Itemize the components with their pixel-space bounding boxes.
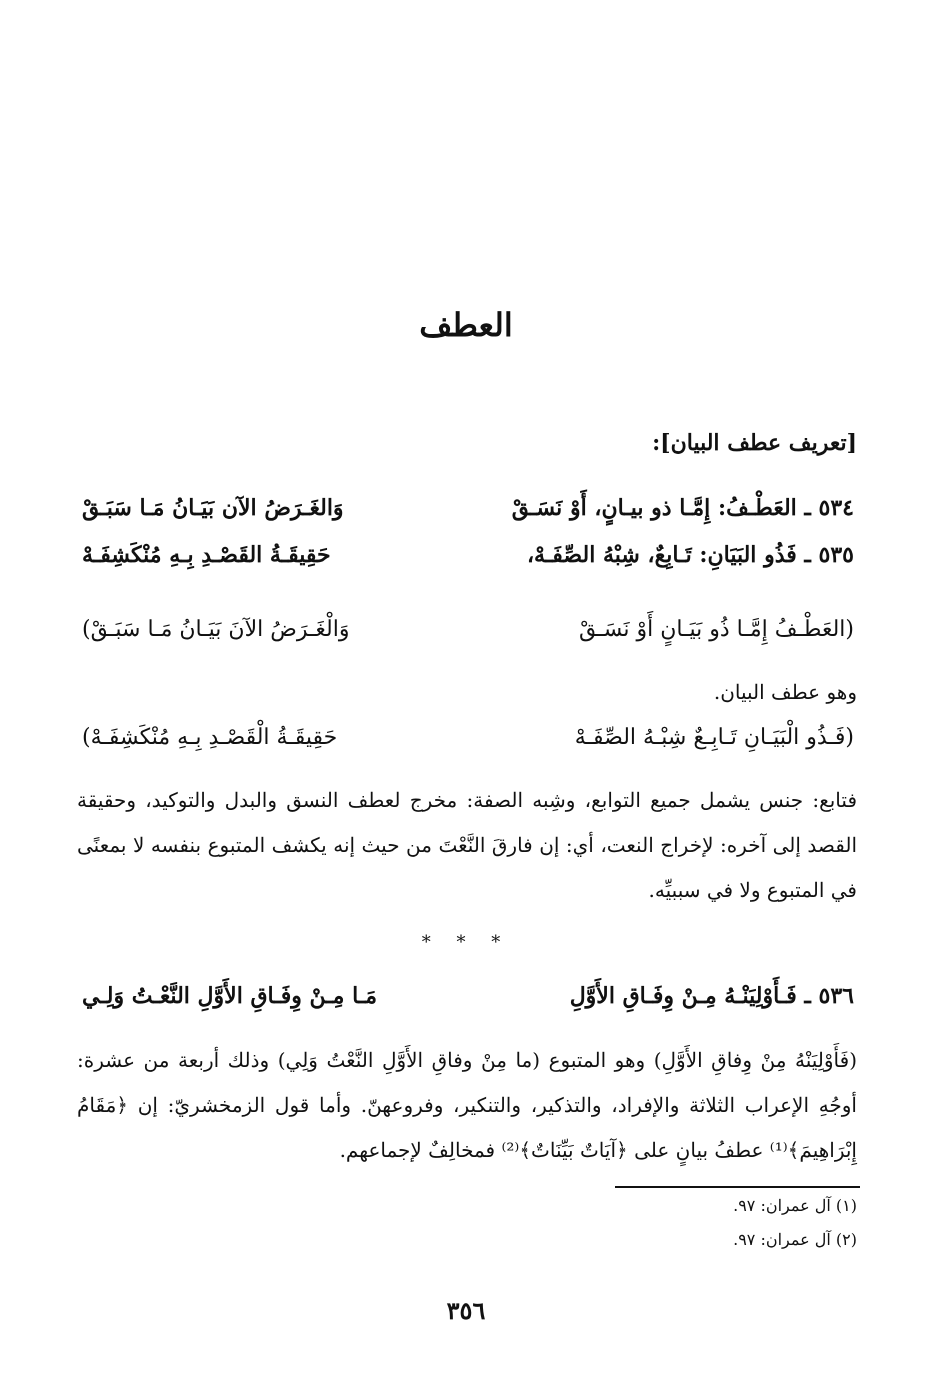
paragraph-1: فتابع: جنس يشمل جميع التوابع، وشِبه الصفة: مخرج لعطف النسق والبدل والتوكيد، وحقيقة القصد إلى آخره: لإخراج النعت، أي: إن فارقَ النَّعْتَ من حيث إنه يكشف المتبوع بنفسه لا بمعنًى في المتبوع ولا في سببيِّه. — [77, 788, 857, 902]
footnote-2: (٢) آل عمران: ٩٧. — [733, 1230, 857, 1249]
verse-535-second-half: حَقِيقَـةُ القَصْـدِ بِـهِ مُنْكَشِفَـهْ — [82, 542, 331, 568]
section-separator: * * * — [421, 932, 511, 953]
commentary-verse-1-first-half: (العَطْـفُ إِمَّـا ذُو بَيَـانٍ أَوْ نَسَـقْ — [578, 617, 854, 642]
commentary-verse-2-first-half: (فَـذُو الْبَيَـانِ تَـابِـعٌ شِبْـهُ الصِّفَـهْ — [574, 725, 854, 750]
verse-535-first-half: ٥٣٥ ـ فَذُو البَيَانِ: تَـابِعٌ، شِبْهُ الصِّفَـهْ، — [526, 542, 854, 568]
footnote-divider — [615, 1186, 860, 1188]
verse-534-first-half: ٥٣٤ ـ العَطْـفُ: إِمَّـا ذو بيـانٍ، أَوْ نَسَـقْ — [511, 495, 854, 521]
verse-534-second-half: وَالغَـرَضُ الآن بَيَـانُ مَـا سَبَـقْ — [82, 495, 344, 521]
page-number: ٣٥٦ — [446, 1296, 486, 1325]
section-heading: [تعريف عطف البيان]: — [652, 430, 857, 456]
verse-536-first-half: ٥٣٦ ـ فَـأَوْلِيَنْـهُ مِـنْ وِفَـاقِ الأَوَّلِ — [569, 983, 854, 1009]
paragraph-2: (فَأَوْلِيَنْهُ مِنْ وِفاقِ الأَوَّلِ) وهو المتبوع (ما مِنْ وفاقِ الأَوَّلِ النَّعْتُ وَلِي) وذلك أربعة من عشرة: أوجُهِ الإعراب الثلاثة والإفراد، والتذكير، والتنكير، وفروعهنّ. وأما قول الزمخشريّ: إن ﴿مَقَامُ إِبْرَاهِيمَ﴾⁽¹⁾ عطفُ بيانٍ على ﴿آيَاتٌ بَيِّنَاتٌ﴾⁽²⁾ فمخالِفٌ لإجماعهم. — [77, 1048, 857, 1162]
verse-536-second-half: مَـا مِـنْ وِفَـاقِ الأَوَّلِ النَّعْـتُ وَلِـي — [82, 983, 378, 1009]
commentary-verse-2-second-half: حَقِيقَـةُ الْقَصْـدِ بِـهِ مُنْكَشِفَـهْ) — [82, 725, 338, 750]
page-title: العطف — [419, 306, 513, 344]
footnote-1: (١) آل عمران: ٩٧. — [733, 1196, 857, 1215]
commentary-text-1: وهو عطف البيان. — [713, 680, 857, 704]
commentary-verse-1-second-half: وَالْغَـرَضُ الآنَ بَيَـانُ مَـا سَبَـقْ) — [82, 617, 350, 642]
